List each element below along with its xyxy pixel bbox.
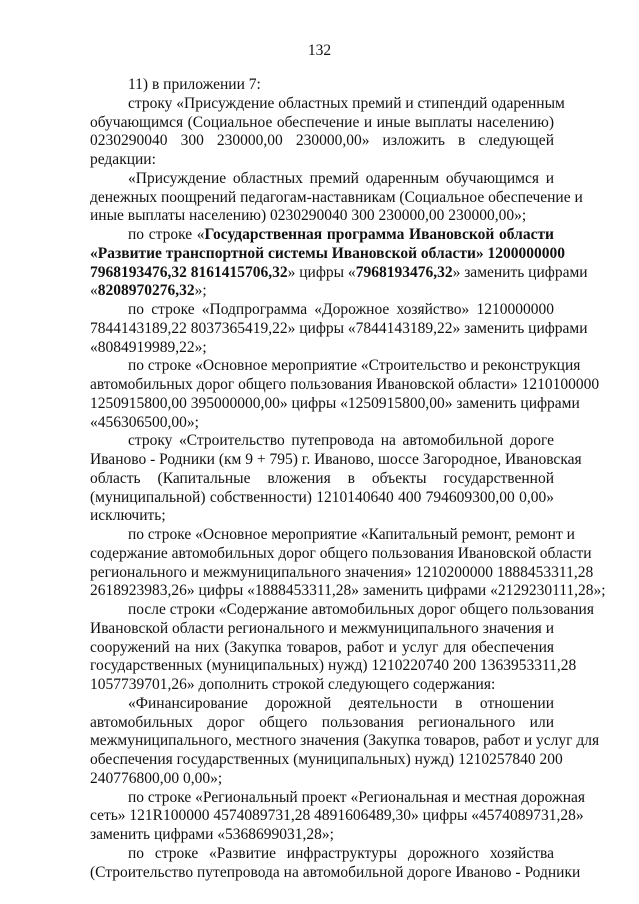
text-line: сеть» 121R100000 4574089731,28 4891606489,30» цифры «4574089731,28»	[90, 807, 584, 825]
text-line: «Финансирование дорожной деятельности в отношении	[128, 694, 554, 712]
text-line: «8208970276,32»;	[90, 282, 207, 300]
text-line: (Строительство путепровода на автомобильной дороге Иваново - Родники	[90, 863, 581, 881]
bold-text: 7968193476,32 8161415706,32	[90, 263, 288, 281]
text-line: (муниципальной) собственности) 1210140640 400 794609300,00 0,00»	[90, 488, 554, 506]
text-line: обеспечения государственных (муниципальных) нужд) 1210257840 200	[90, 751, 563, 768]
text-line: регионального и межмуниципального значения» 1210200000 1888453311,28	[90, 563, 594, 581]
text-line: 1057739701,26» дополнить строкой следующего содержания:	[90, 676, 496, 693]
text-line: 7844143189,22 8037365419,22» цифры «7844143189,22» заменить цифрами	[90, 319, 588, 337]
text-line: строку «Строительство путепровода на автомобильной дороге	[128, 432, 554, 450]
text-line: обучающимся (Социальное обеспечение и иные выплаты населению)	[90, 113, 554, 131]
bold-text: «Развитие транспортной системы Ивановской области» 1200000000	[90, 244, 565, 262]
text-line: 0230290040 300 230000,00 230000,00» изложить в следующей	[90, 132, 554, 150]
page-number: 132	[307, 42, 332, 59]
bold-text: 7968193476,32	[355, 263, 453, 281]
text-line: сооружений на них (Закупка товаров, работ и услуг для обеспечения	[90, 638, 554, 656]
text-line: «8084919989,22»;	[90, 338, 207, 356]
text-line: заменить цифрами «5368699031,28»;	[90, 826, 334, 843]
text-line: по строке «Государственная программа Ивановской области	[128, 226, 554, 243]
text-line: 11) в приложении 7:	[128, 76, 261, 93]
text-line: иные выплаты населению) 0230290040 300 230000,00 230000,00»;	[90, 207, 527, 225]
text-line: «456306500,00»;	[90, 413, 199, 431]
text-line: «Присуждение областных премий одаренным обучающимся и	[128, 169, 554, 187]
bold-text: 8208970276,32	[97, 282, 195, 300]
text-line: строку «Присуждение областных премий и стипендий одаренным	[128, 94, 565, 112]
text-line: автомобильных дорог общего пользования Ивановской области» 1210100000	[90, 376, 600, 393]
text-line: после строки «Содержание автомобильных дорог общего пользования	[128, 601, 594, 618]
text-line: по строке «Подпрограмма «Дорожное хозяйство» 1210000000	[128, 301, 554, 318]
text-line: область (Капитальные вложения в объекты государственной	[90, 469, 554, 487]
text-line: содержание автомобильных дорог общего пользования Ивановской области	[90, 544, 592, 562]
text-line: 2618923983,26» цифры «1888453311,28» заменить цифрами «2129230111,28»;	[90, 582, 606, 600]
bold-text: Государственная программа Ивановской области	[204, 226, 554, 243]
text-line: 240776800,00 0,00»;	[90, 769, 223, 787]
text-line: 1250915800,00 395000000,00» цифры «1250915800,00» заменить цифрами	[90, 394, 580, 412]
text-line: исключить;	[90, 507, 166, 525]
text-line: денежных поощрений педагогам-наставникам (Социальное обеспечение и	[90, 188, 583, 206]
text-line: редакции:	[90, 151, 156, 168]
text-line: по строке «Основное мероприятие «Капитальный ремонт, ремонт и	[128, 526, 575, 543]
text-line: Иваново - Родники (км 9 + 795) г. Иваново, шоссе Загородное, Ивановская	[90, 451, 582, 468]
text-line	[90, 244, 565, 263]
text-line: по строке «Региональный проект «Региональная и местная дорожная	[128, 788, 586, 806]
text-line: по строке «Развитие инфраструктуры дорожного хозяйства	[128, 844, 554, 862]
text-line: межмуниципального, местного значения (Закупка товаров, работ и услуг для	[90, 732, 600, 750]
text-line: по строке «Основное мероприятие «Строительство и реконструкция	[128, 357, 581, 375]
text-line: Ивановской области регионального и межмуниципального значения и	[90, 619, 554, 637]
text-line: государственных (муниципальных) нужд) 1210220740 200 1363953311,28	[90, 657, 577, 675]
text-line: 7968193476,32 8161415706,32» цифры «7968193476,32» заменить цифрами	[90, 263, 588, 281]
text-line: автомобильных дорог общего пользования регионального или	[90, 713, 554, 731]
